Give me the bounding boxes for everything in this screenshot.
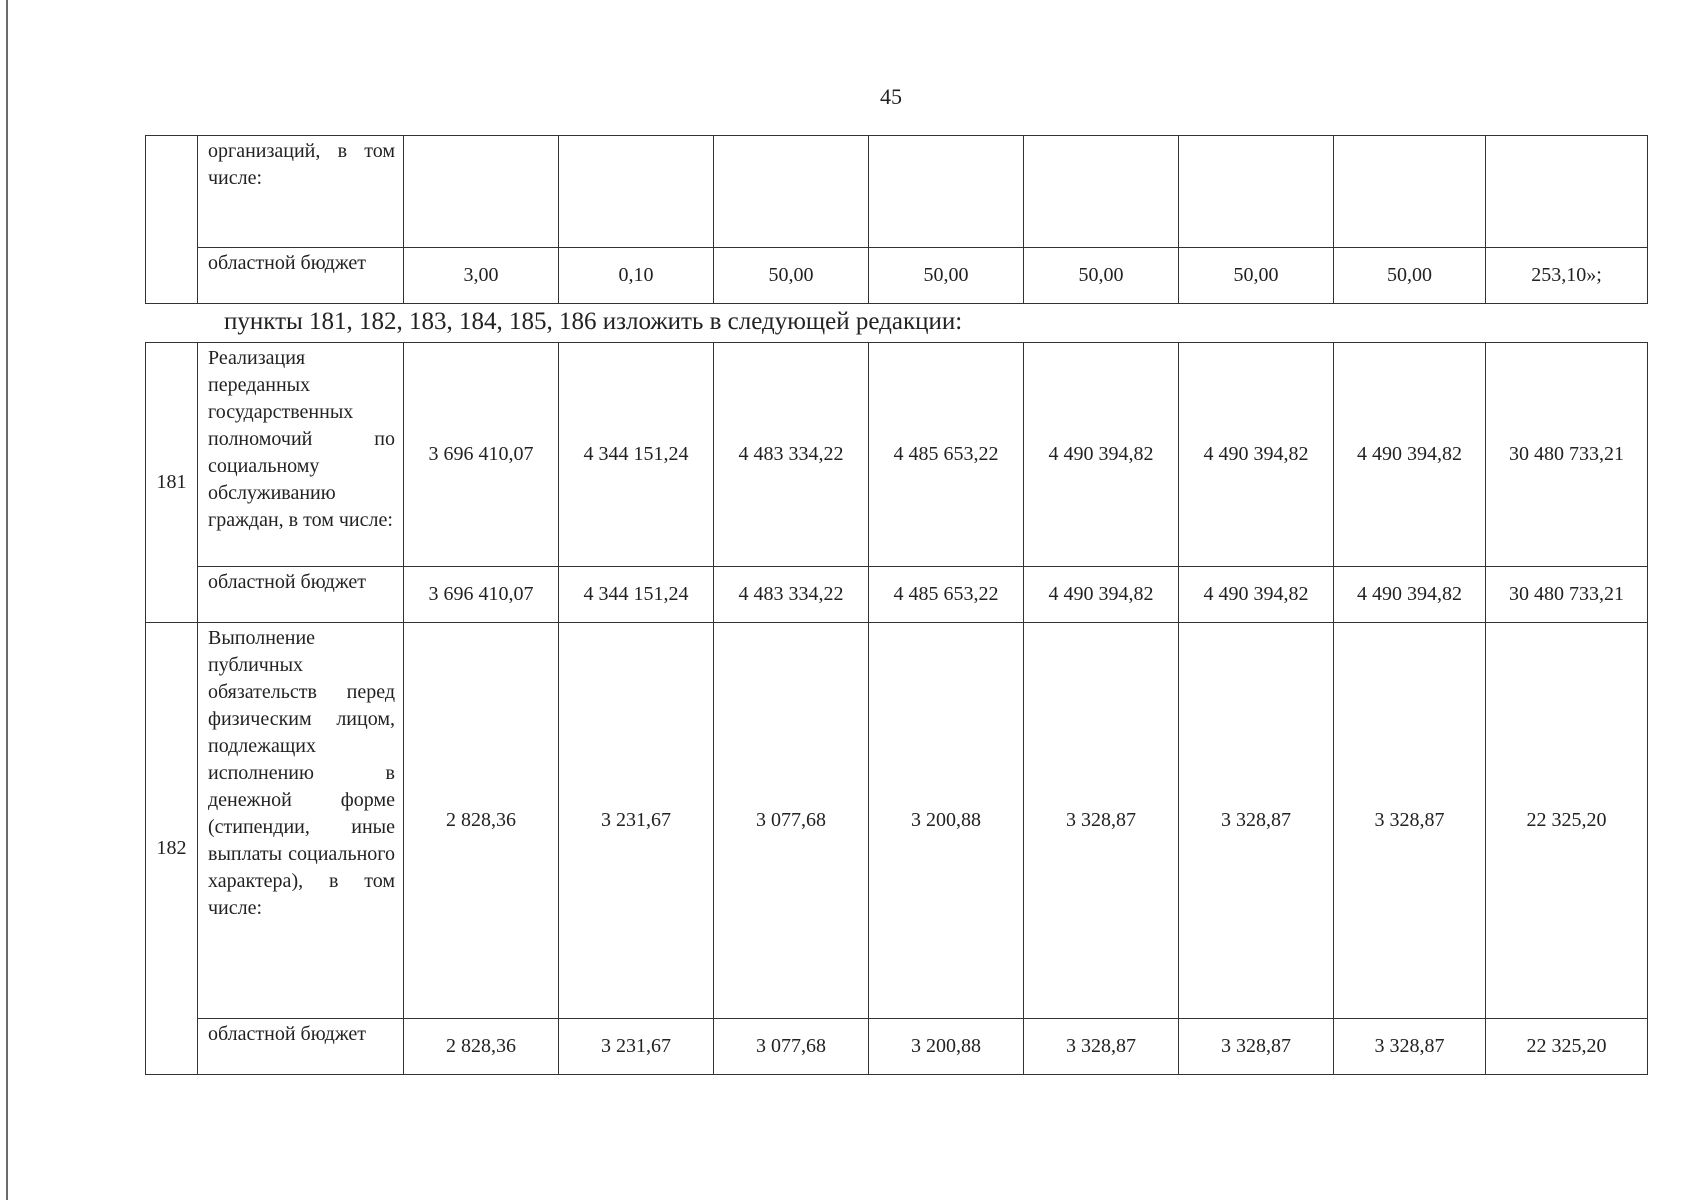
value-cell	[404, 136, 559, 248]
value-cell	[1334, 136, 1486, 248]
value-cell: 3 077,68	[714, 623, 869, 1019]
value-cell: 4 483 334,22	[714, 567, 869, 623]
table-row	[146, 1019, 1648, 1075]
value-cell: 3 231,67	[559, 623, 714, 1019]
instruction-text: пункты 181, 182, 183, 184, 185, 186 изложить в следующей редакции:	[224, 308, 963, 335]
table-row	[146, 567, 1648, 623]
value-cell: 3 200,88	[869, 1019, 1024, 1075]
value-cell: 3 328,87	[1179, 1019, 1334, 1075]
value-cell: 2 828,36	[404, 623, 559, 1019]
value-cell: 3 077,68	[714, 1019, 869, 1075]
value-cell: 50,00	[1179, 248, 1334, 304]
value-cell	[714, 136, 869, 248]
sub-row-label: областной бюджет	[198, 248, 404, 304]
row-number-cell: 182	[146, 623, 198, 1075]
sub-row-label: областной бюджет	[198, 567, 404, 623]
value-cell: 4 483 334,22	[714, 343, 869, 567]
sub-row-label: областной бюджет	[198, 1019, 404, 1075]
value-cell: 22 325,20	[1486, 623, 1648, 1019]
value-cell: 30 480 733,21	[1486, 567, 1648, 623]
value-cell: 50,00	[1334, 248, 1486, 304]
row-label: Выполнение публичных обязательств перед физическим лицом, подлежащих исполнению в денежной форме (стипендии, иные выплаты социального характера), в том числе:	[198, 623, 404, 1019]
page-number: 45	[880, 84, 902, 109]
value-cell: 3 328,87	[1024, 1019, 1179, 1075]
items-table	[145, 342, 1648, 1075]
table-row	[146, 343, 1648, 567]
table-row	[146, 248, 1648, 304]
value-cell: 50,00	[1024, 248, 1179, 304]
row-label: организаций, в том числе:	[198, 136, 404, 248]
value-cell: 3 328,87	[1334, 623, 1486, 1019]
value-cell	[1486, 136, 1648, 248]
table-row	[146, 623, 1648, 1019]
value-cell: 30 480 733,21	[1486, 343, 1648, 567]
row-label: Реализация переданных государственных полномочий по социальному обслуживанию граждан, в том числе:	[198, 343, 404, 567]
value-cell	[1179, 136, 1334, 248]
value-cell: 22 325,20	[1486, 1019, 1648, 1075]
value-cell: 3 200,88	[869, 623, 1024, 1019]
value-cell: 4 485 653,22	[869, 343, 1024, 567]
value-cell	[1024, 136, 1179, 248]
value-cell	[559, 136, 714, 248]
value-cell: 4 490 394,82	[1024, 567, 1179, 623]
value-cell: 4 344 151,24	[559, 567, 714, 623]
value-cell: 4 344 151,24	[559, 343, 714, 567]
value-cell: 4 485 653,22	[869, 567, 1024, 623]
value-cell: 50,00	[869, 248, 1024, 304]
row-number-cell	[146, 136, 198, 304]
top-table	[145, 135, 1648, 304]
value-cell: 3 696 410,07	[404, 567, 559, 623]
scan-edge-line	[6, 0, 8, 1200]
value-cell	[869, 136, 1024, 248]
row-number-cell: 181	[146, 343, 198, 623]
value-cell: 3 328,87	[1179, 623, 1334, 1019]
value-cell: 3 231,67	[559, 1019, 714, 1075]
value-cell: 3 328,87	[1024, 623, 1179, 1019]
value-cell: 253,10»;	[1486, 248, 1648, 304]
value-cell: 4 490 394,82	[1024, 343, 1179, 567]
value-cell: 4 490 394,82	[1334, 343, 1486, 567]
value-cell: 3 328,87	[1334, 1019, 1486, 1075]
value-cell: 50,00	[714, 248, 869, 304]
value-cell: 0,10	[559, 248, 714, 304]
value-cell: 2 828,36	[404, 1019, 559, 1075]
value-cell: 3 696 410,07	[404, 343, 559, 567]
value-cell: 4 490 394,82	[1334, 567, 1486, 623]
value-cell: 4 490 394,82	[1179, 343, 1334, 567]
value-cell: 4 490 394,82	[1179, 567, 1334, 623]
value-cell: 3,00	[404, 248, 559, 304]
table-row	[146, 136, 1648, 248]
